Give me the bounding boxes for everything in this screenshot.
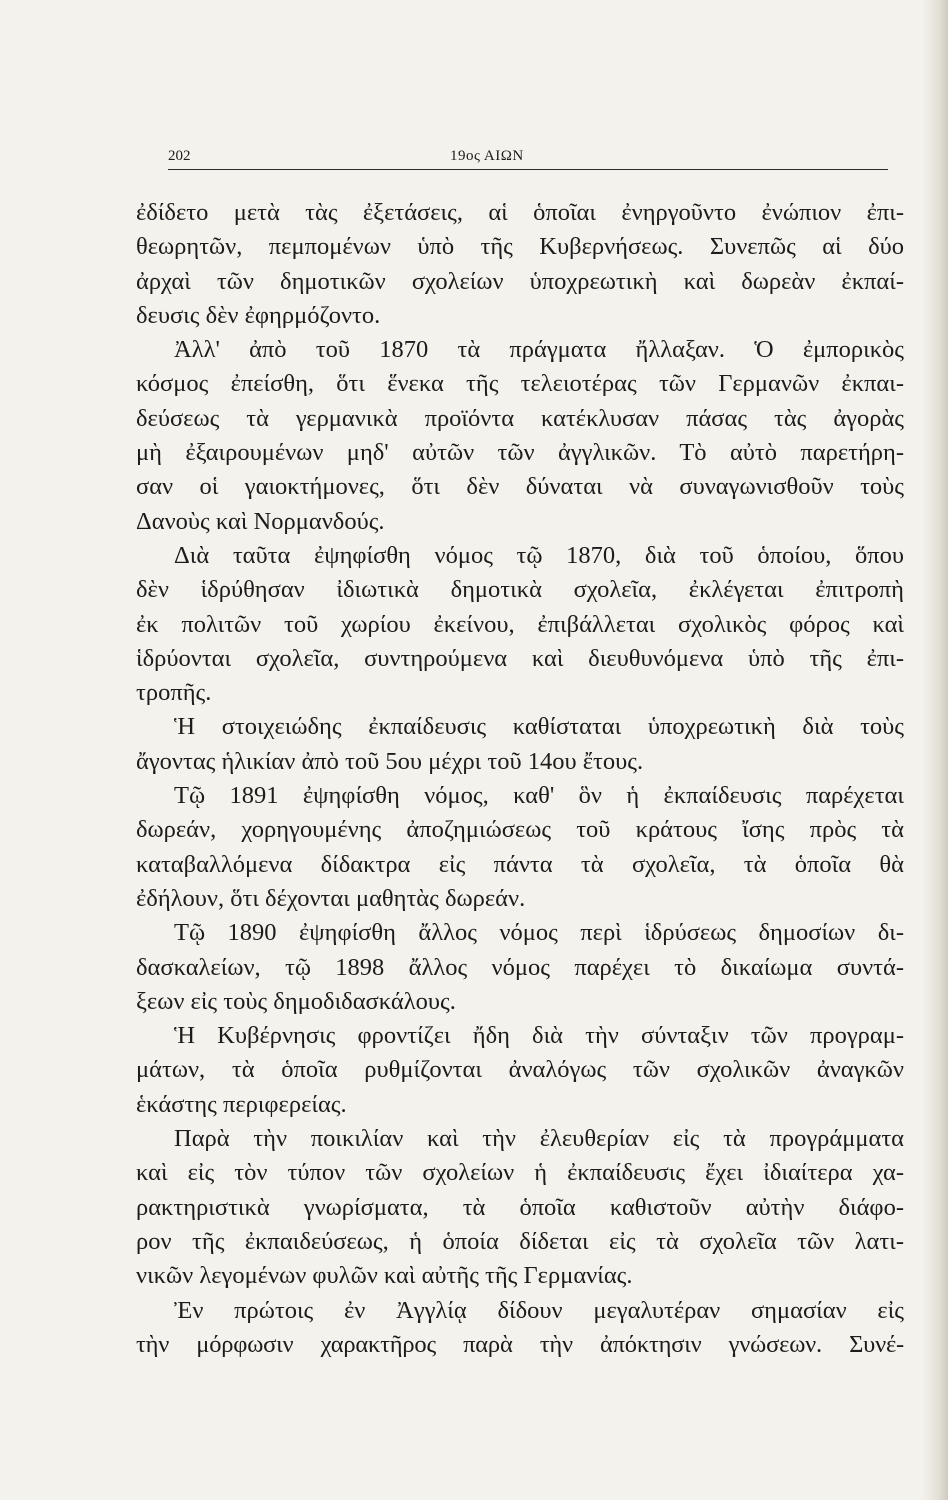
page-number: 202 (168, 148, 191, 164)
text-line: ἀρχαὶ τῶν δημοτικῶν σχολείων ὑποχρεωτικὴ καὶ δωρεὰν ἐκπαί- (136, 267, 904, 295)
text-line: δευσις δὲν ἐφηρμόζοντο. (136, 301, 381, 329)
text-line: καὶ εἰς τὸν τύπον τῶν σχολείων ἡ ἐκπαίδευσις ἔχει ἰδιαίτερα χα- (136, 1159, 904, 1187)
text-line: ἐδίδετο μετὰ τὰς ἐξετάσεις, αἱ ὁποῖαι ἐνηργοῦντο ἐνώπιον ἐπι- (136, 199, 904, 226)
text-line: θεωρητῶν, πεμπομένων ὑπὸ τῆς Κυβερνήσεως. Συνεπῶς αἱ δύο (136, 233, 904, 261)
text-line: κόσμος ἐπείσθη, ὅτι ἕνεκα τῆς τελειοτέρας τῶν Γερμανῶν ἐκπαι- (136, 370, 904, 398)
text-line: ἑκάστης περιφερείας. (136, 1090, 347, 1118)
text-line: ἄγοντας ἡλικίαν ἀπὸ τοῦ 5ου μέχρι τοῦ 14ου ἔτους. (136, 747, 644, 775)
text-line: δωρεάν, χορηγουμένης ἀποζημιώσεως τοῦ κράτους ἴσης πρὸς τὰ (136, 816, 904, 844)
text-line: ἐδήλουν, ὅτι δέχονται μαθητὰς δωρεάν. (136, 884, 526, 912)
text-line: ἐκ πολιτῶν τοῦ χωρίου ἐκείνου, ἐπιβάλλεται σχολικὸς φόρος καὶ (136, 610, 904, 638)
text-line: νικῶν λεγομένων φυλῶν καὶ αὐτῆς τῆς Γερμανίας. (136, 1262, 633, 1290)
text-line: δασκαλείων, τῷ 1898 ἄλλος νόμος παρέχει τὸ δικαίωμα συντά- (136, 953, 904, 981)
body-text (136, 196, 904, 1362)
text-line: μὴ ἐξαιρουμένων μηδ' αὐτῶν τῶν ἀγγλικῶν. Τὸ αὐτὸ παρετήρη- (136, 439, 904, 467)
text-line: Παρὰ τὴν ποικιλίαν καὶ τὴν ἐλευθερίαν εἰς τὰ προγράμματα (174, 1125, 904, 1153)
text-line: ξεων εἰς τοὺς δημοδιδασκάλους. (136, 987, 456, 1015)
text-line: Ἐν πρώτοις ἐν Ἀγγλίᾳ δίδουν μεγαλυτέραν σημασίαν εἰς (174, 1296, 904, 1324)
text-line: ρακτηριστικὰ γνωρίσματα, τὰ ὁποῖα καθιστοῦν αὐτὴν διάφο- (136, 1193, 904, 1221)
text-line: Τῷ 1891 ἐψηφίσθη νόμος, καθ' ὃν ἡ ἐκπαίδευσις παρέχεται (174, 782, 904, 810)
text-line: Δανοὺς καὶ Νορμανδούς. (136, 507, 385, 535)
text-line: Ἡ Κυβέρνησις φροντίζει ἤδη διὰ τὴν σύνταξιν τῶν προγραμ- (174, 1022, 904, 1050)
text-line: καταβαλλόμενα δίδακτρα εἰς πάντα τὰ σχολεῖα, τὰ ὁποῖα θὰ (136, 850, 904, 878)
text-line: δὲν ἱδρύθησαν ἰδιωτικὰ δημοτικὰ σχολεῖα, ἐκλέγεται ἐπιτροπὴ (136, 576, 904, 604)
text-line: Ἀλλ' ἀπὸ τοῦ 1870 τὰ πράγματα ἤλλαξαν. Ὁ ἐμπορικὸς (174, 336, 904, 364)
header-rule (168, 169, 888, 170)
text-line: τροπῆς. (136, 679, 212, 707)
text-line: μάτων, τὰ ὁποῖα ρυθμίζονται ἀναλόγως τῶν σχολικῶν ἀναγκῶν (136, 1056, 904, 1084)
running-title: 19ος ΑΙΩΝ (450, 148, 524, 164)
text-line: σαν οἱ γαιοκτήμονες, ὅτι δὲν δύναται νὰ συναγωνισθοῦν τοὺς (136, 473, 904, 501)
text-line: Τῷ 1890 ἐψηφίσθη ἄλλος νόμος περὶ ἱδρύσεως δημοσίων δι- (174, 919, 904, 947)
text-line: Διὰ ταῦτα ἐψηφίσθη νόμος τῷ 1870, διὰ τοῦ ὁποίου, ὅπου (174, 541, 904, 569)
running-head (138, 148, 888, 172)
text-line: τὴν μόρφωσιν χαρακτῆρος παρὰ τὴν ἀπόκτησιν γνώσεων. Συνέ- (136, 1330, 904, 1358)
text-line: Ἡ στοιχειώδης ἐκπαίδευσις καθίσταται ὑποχρεωτικὴ διὰ τοὺς (174, 713, 904, 741)
page-binding-edge (922, 0, 948, 1500)
text-line: ρον τῆς ἐκπαιδεύσεως, ἡ ὁποία δίδεται εἰς τὰ σχολεῖα τῶν λατι- (136, 1227, 904, 1255)
text-line: ἱδρύονται σχολεῖα, συντηρούμενα καὶ διευθυνόμενα ὑπὸ τῆς ἐπι- (136, 644, 904, 672)
text-line: δεύσεως τὰ γερμανικὰ προϊόντα κατέκλυσαν πάσας τὰς ἀγορὰς (136, 404, 904, 432)
